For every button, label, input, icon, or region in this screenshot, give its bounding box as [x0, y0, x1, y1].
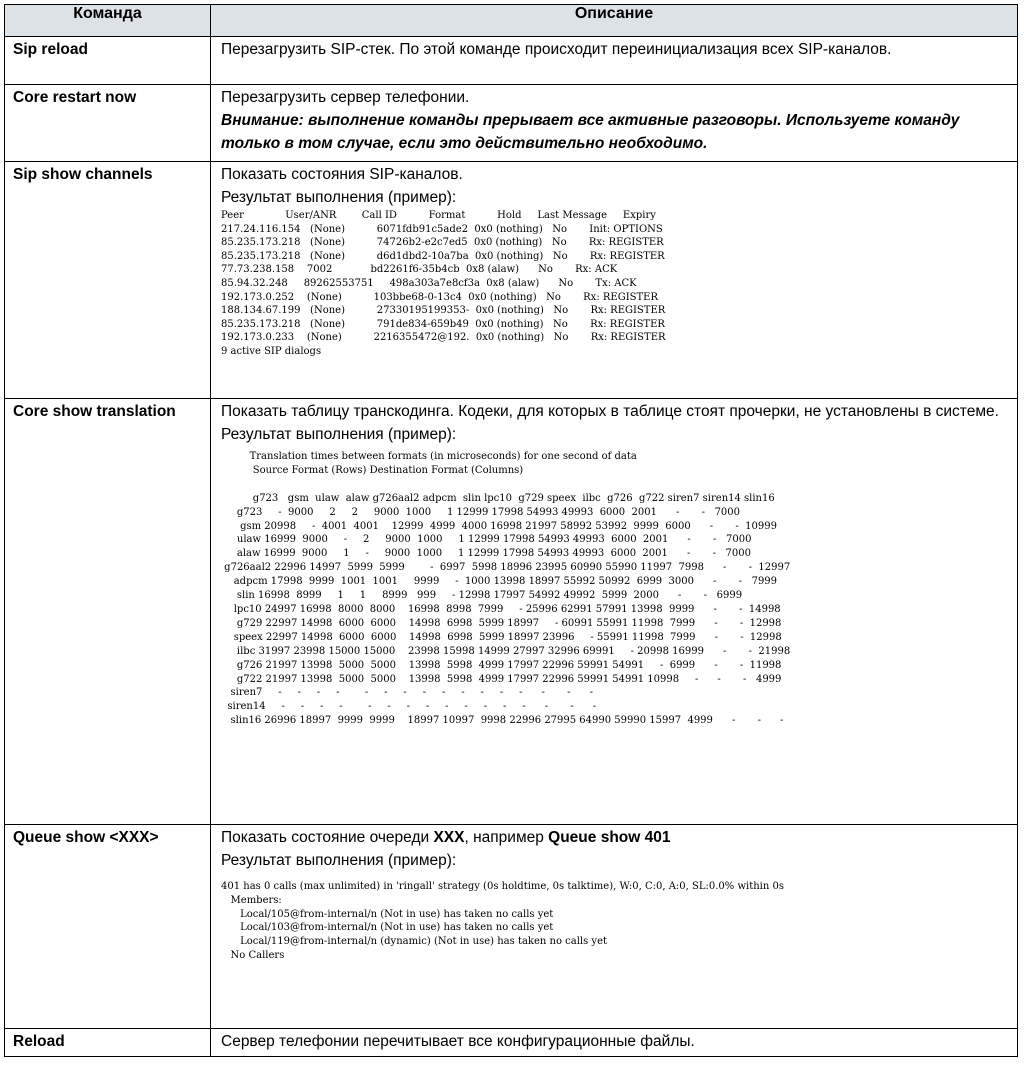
description-text: Сервер телефонии перечитывает все конфигурационные файлы.: [221, 1033, 695, 1050]
command-sip-show-channels: Sip show channels: [5, 162, 211, 399]
queue-output: 401 has 0 calls (max unlimited) in 'ringall' strategy (0s holdtime, 0s talktime), W:0, C:0, A:0, SL:0.0% within 0s Members: Local/105@from-internal/n (Not in use) has taken no calls yet Local/103@from-internal/n (Not in use) has taken no calls yet Local/119@from-internal/n (dynamic) (Not in use) has taken no calls yet No Callers: [221, 881, 784, 961]
command-reload: Reload: [5, 1029, 211, 1057]
command-queue-show: Queue show <XXX>: [5, 825, 211, 1029]
description-cell: [211, 85, 1018, 162]
description-text: Перезагрузить SIP-стек. По этой команде происходит переинициализация всех SIP-каналов.: [221, 41, 892, 58]
commands-table: [4, 4, 1018, 1057]
table-row: [5, 37, 1018, 85]
description-bold-xxx: XXX: [433, 829, 465, 846]
warning-text: Внимание: выполнение команды прерывает все активные разговоры. Используете команду только в том случае, если это действительно необходимо.: [221, 112, 960, 152]
description-cell: [211, 37, 1018, 85]
table-row: [5, 399, 1018, 825]
table-row: [5, 162, 1018, 399]
header-command: Команда: [5, 5, 211, 37]
description-text: Перезагрузить сервер телефонии.: [221, 89, 470, 106]
table-row: [5, 85, 1018, 162]
description-bold-example: Queue show 401: [548, 829, 671, 846]
description-middle: , например: [464, 829, 549, 846]
description-cell: [211, 399, 1018, 825]
header-description: Описание: [211, 5, 1018, 37]
result-label: Результат выполнения (пример):: [221, 426, 457, 443]
command-core-show-translation: Core show translation: [5, 399, 211, 825]
description-text: [221, 826, 1011, 849]
description-cell: [211, 162, 1018, 399]
description-text: Показать таблицу транскодинга. Кодеки, для которых в таблице стоят прочерки, не установлены в системе.: [221, 403, 999, 420]
command-sip-reload: Sip reload: [5, 37, 211, 85]
result-label: Результат выполнения (пример):: [221, 852, 457, 869]
sip-channels-output: Peer User/ANR Call ID Format Hold Last Message Expiry 217.24.116.154 (None) 6071fdb91c5ade2 0x0 (nothing) No Init: OPTIONS 85.235.173.218 (None) 74726b2-e2c7ed5 0x0 (nothing) No Rx: REGISTER 85.235.173.218 (None) d6d1dbd2-10a7ba 0x0 (nothing) No Rx: REGISTER 77.73.238.158 7002 bd2261f6-35b4cb 0x8 (alaw) No Rx: ACK 85.94.32.248 89262553751 498a303a7e8cf3a 0x8 (alaw) No Tx: ACK 192.173.0.252 (None) 103bbe68-0-13c4 0x0 (nothing) No Rx: REGISTER 188.134.67.199 (None) 27330195199353- 0x0 (nothing) No Rx: REGISTER 85.235.173.218 (None) 791de834-659b49 0x0 (nothing) No Rx: REGISTER 192.173.0.233 (None) 2216355472@192. 0x0 (nothing) No Rx: REGISTER 9 active SIP dialogs: [221, 210, 666, 357]
table-header-row: [5, 5, 1018, 37]
command-core-restart-now: Core restart now: [5, 85, 211, 162]
description-prefix: Показать состояние очереди: [221, 829, 434, 846]
description-cell: [211, 825, 1018, 1029]
result-label: Результат выполнения (пример):: [221, 189, 457, 206]
description-cell: [211, 1029, 1018, 1057]
description-text: Показать состояния SIP-каналов.: [221, 166, 463, 183]
table-row: [5, 1029, 1018, 1057]
translation-output: Translation times between formats (in microseconds) for one second of data Source Format (Rows) Destination Format (Columns) g723 gsm ulaw alaw g726aal2 adpcm slin lpc10 g729 speex ilbc g726 g722 siren7 siren14 slin16 g723 - 9000 2 2 9000 1000 1 12999 17998 54993 49993 6000 2001 - - 7000 gsm 20998 - 4001 4001 12999 4999 4000 16998 21997 58992 53992 9999 6000 - - 10999 ulaw 16999 9000 - 2 9000 1000 1 12999 17998 54993 49993 6000 2001 - - 7000 alaw 16999 9000 1 - 9000 1000 1 12999 17998 54993 49993 6000 2001 - - 7000 g726aal2 22996 14997 5999 5999 - 6997 5998 18996 23995 60990 55990 11997 7998 - - 12997 adpcm 17998 9999 1001 1001 9999 - 1000 13998 18997 55992 50992 6999 3000 - - 7999 slin 16998 8999 1 1 8999 999 - 12998 17997 54992 49992 5999 2000 - - 6999 lpc10 24997 16998 8000 8000 16998 8998 7999 - 25996 62991 57991 13998 9999 - - 14998 g729 22997 14998 6000 6000 14998 6998 5999 18997 - 60991 55991 11998 7999 - - 12998 speex 22997 14998 6000 6000 14998 6998 5999 18997 23996 - 55991 11998 7999 - - 12998 ilbc 31997 23998 15000 15000 23998 15998 14999 27997 32996 69991 - 20998 16999 - - 21998 g726 21997 13998 5000 5000 13998 5998 4999 17997 22996 59991 54991 - 6999 - - 11998 g722 21997 13998 5000 5000 13998 5998 4999 17997 22996 59991 54991 10998 - - - 4999 siren7 - - - - - - - - - - - - - - - - siren14 - - - - - - - - - - - - - - - - slin16 26996 18997 9999 9999 18997 10997 9998 22996 27995 64990 59990 15997 4999 - - -: [224, 451, 791, 727]
table-row: [5, 825, 1018, 1029]
